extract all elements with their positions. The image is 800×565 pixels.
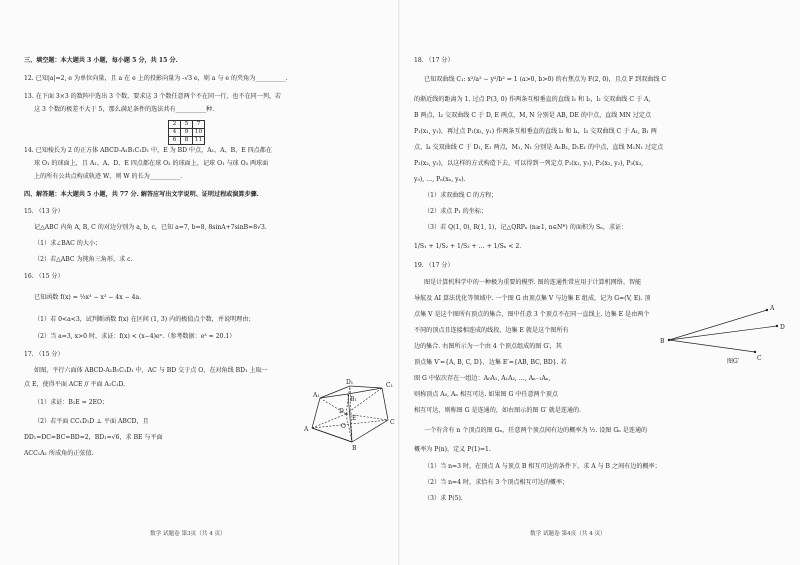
question-12: 12. 已知|a|=2, e 为单位向量，且 a 在 e 上的投影向量为 -√3 e，则 a 与 e 的夹角为__________. [24,75,288,82]
question-19-stem3: 点集 V 是这个图所有顶点的集合，图中任意 3 个顶点不在同一直线上. 边集 E 是由两个 [414,311,650,318]
grid-cell: 7 [193,121,205,129]
question-19-stem11: 概率为 P(n)，定义 P(1)=1. [414,446,491,453]
question-17-part2-line1: （2）若平面 CC₁D₁D ⊥ 平面 ABCD，且 [34,418,149,425]
graph-g-prime-figure [655,300,795,370]
question-15-part2: （2）若△ABC 为钝角三角形，求 c. [34,256,133,263]
question-18-stem4: P₁(x₁, y₁)，再过点 P₁(x₁, y₁) 作两条互相垂直的直线 l₃ 和 l₄，l₃ 交双曲线 C 于 A₁, B₁ 两 [414,128,657,135]
question-19-part3: （3）求 P(5). [424,495,463,502]
question-14-line2: 球 O₁ 的球面上，且 A₁、A、D、E 四点都在球 O₂ 的球面上，记球 O₁ 与球 O₂ 两球面 [34,160,269,167]
grid-row [169,129,205,137]
question-18-stem1: 已知双曲线 C₁: x²/a² − y²/b² = 1 (a>0, b>0) 的右焦点为 F(2, 0)，且点 F 到双曲线 C [424,76,667,83]
label-O: O [341,423,346,430]
question-18-stem6: P₂(x₂, y₂)，以这样的方式构造下去，可以得到一列定点 P₁(x₁, y₁), P₂(x₂, y₂), P₃(x₃, [414,160,644,167]
label-B: B [352,445,357,452]
question-19-stem10: 一个有含有 n 个顶点的图 Gₙ，任意两个顶点间有边的概率为 ½. 设图 Gₙ 是连通的 [424,427,648,434]
question-19-stem2: 导航及 AI 算法优化等领域中. 一个图 G 由顶点集 V 与边集 E 组成，记为 G=(V, E). 顶 [414,295,651,302]
question-17-part2-line2: DD₁=DC=BC=BD=2，BD₁=√6，求 BE 与平面 [24,434,163,441]
question-16-stem: 已知函数 f(x) = ⅓x³ − x² − 4x − 4a. [34,294,142,301]
question-14-line1: 14. 已知棱长为 2 的正方体 ABCD-A₁B₁C₁D₁ 中，E 为 BD 中点，A₁、A、B、E 四点都在 [24,147,272,154]
graph-caption: 图G′ [727,358,740,365]
vertex-label-C: C [757,355,762,362]
right-footer: 数学 试题卷 第4页（共 4 页） [530,531,606,537]
grid-cell: 9 [181,129,193,137]
question-18-inequality: 1/S₁ + 1/S₂ + 1/S₃ + … + 1/Sₙ < 2. [414,243,522,250]
vertex-label-B: B [660,338,665,345]
question-19-stem8: 则称顶点 A₀, Aₙ 相互可达. 如果图 G 中任意两个顶点 [414,391,558,398]
question-17-part1: （1）求证：B₁E = 2EO； [34,399,109,406]
vertex-label-A: A [770,305,775,312]
section-4-heading: 四、解答题：本大题共 5 小题，共 77 分. 解答应写出文字说明、证明过程或演算步骤. [24,191,259,198]
question-17-stem1: 如图，平行六面体 ABCD-A₁B₁C₁D₁ 中，AC 与 BD 交于点 O，在对角线 BD₁ 上取一 [34,367,268,374]
question-19-stem5: 边的集合. 右图所示为一个由 4 个顶点组成的图 G′，其 [414,343,562,350]
parallelepiped-figure [300,380,395,455]
label-E: E [352,415,357,422]
label-A: A [304,426,309,433]
question-15-title: 15. （13 分） [24,208,64,215]
question-18-part1: （1）求双曲线 C 的方程； [424,192,498,199]
section-3-heading: 三、填空题：本大题共 3 小题，每小题 5 分，共 15 分. [24,57,178,64]
question-15-part1: （1）求∠BAC 的大小； [34,240,102,247]
left-footer: 数学 试题卷 第3页（共 4 页） [150,531,226,537]
right-page [400,0,800,565]
question-15-stem: 记△ABC 内角 A, B, C 的对边分别为 a, b, c，已知 a=7, b=8, 8sinA+7sinB=8√3. [34,224,267,231]
question-19-stem4: 不同的顶点且连接相连成的线段，边集 E 就是这个图所有 [414,327,569,334]
question-18-title: 18. （17 分） [414,57,454,64]
question-13-line1: 13. 在下面 3×3 的数阵中选出 3 个数，要求这 3 个数任意两个不在同一行，也不在同一列，若 [24,93,282,100]
question-18-stem3: B 两点，l₂ 交双曲线 C 于 D, E 两点，M, N 分别是 AB, DE 的中点，直线 MN 过定点 [414,112,652,119]
question-17-stem2: 点 E，使得平面 ACE // 平面 A₁C₁D. [24,381,126,388]
label-D1: D₁ [346,379,354,386]
question-19-title: 19. （17 分） [414,262,454,269]
question-16-title: 16. （15 分） [24,273,64,280]
question-14-line3: 上的所有公共点构成轨迹 W，则 W 的长为__________. [34,173,183,180]
question-16-part2: （2）当 a=3, x>0 时，求证：f(x) < (x−4)eˣ.（参考数据：e³ ≈ 20.1） [34,333,236,340]
label-D: D [339,408,344,415]
label-A1: A₁ [313,392,320,399]
question-18-stem7: y₃), …, Pₙ(xₙ, yₙ). [414,176,466,183]
grid-row [169,137,205,145]
label-B1: B₁ [350,396,357,403]
question-19-stem7: 图 G 中依次存在一组边：A₀A₁, A₁A₂, …, Aₙ₋₁Aₙ, [414,375,551,382]
grid-cell: 2 [169,121,181,129]
grid-cell: 10 [193,129,205,137]
question-18-stem5: 点，l₄ 交双曲线 C 于 D₁, E₁ 两点，M₁, N₁ 分别是 A₁B₁, D₁E₁ 的中点，直线 M₁N₁ 过定点 [414,144,664,151]
grid-cell: 11 [193,137,205,145]
question-16-part1: （1）若 0<a<3，试判断函数 f(x) 在区间 (1, 3) 内的极值点个数，并说明理由； [34,316,255,323]
grid-cell: 6 [169,137,181,145]
question-18-part2: （2）求点 P₁ 的坐标； [424,208,488,215]
question-19-stem9: 相互可达，则称图 G 是连通的，如右图示的图 G′ 就是连通的. [414,407,582,414]
number-grid [168,120,205,145]
question-17-title: 17. （15 分） [24,351,64,358]
question-19-part1: （1）当 n=3 时，在顶点 A 与顶点 B 相互可达的条件下，求 A 与 B 之间有边的概率； [424,463,661,470]
grid-cell: 4 [169,129,181,137]
label-C1: C₁ [386,382,393,389]
vertex-label-D: D [780,324,785,331]
label-C: C [390,419,395,426]
grid-cell: 5 [181,121,193,129]
question-17-part2-line3: ACC₁A₁ 所成角的正弦值. [24,450,94,457]
question-18-stem2: 的渐近线的距离为 1. 过点 P(3, 0) 作两条互相垂直的直线 l₁ 和 l₂，l₁ 交双曲线 C 于 A, [414,96,651,103]
question-13-line2: 这 3 个数的极差不大于 5，那么满足条件的选法共有__________种. [34,106,215,113]
grid-cell: 8 [181,137,193,145]
question-19-stem6: 顶点集 V′={A, B, C, D}，边集 E′={AB, BC, BD}. 若 [414,359,567,366]
question-18-part3: （3）若 Q(1, 0), R(1, 1)，记△QRPₙ (n≥1, n∈N*) 的面积为 Sₙ，求证： [424,224,628,231]
question-19-part2: （2）当 n=4 时，求恰有 3 个顶点相互可达的概率； [424,479,569,486]
question-19-stem1: 图是计算机科学中的一种极为重要的模型. 图的连通性常应用于计算机网络、智能 [424,279,642,286]
grid-row [169,121,205,129]
